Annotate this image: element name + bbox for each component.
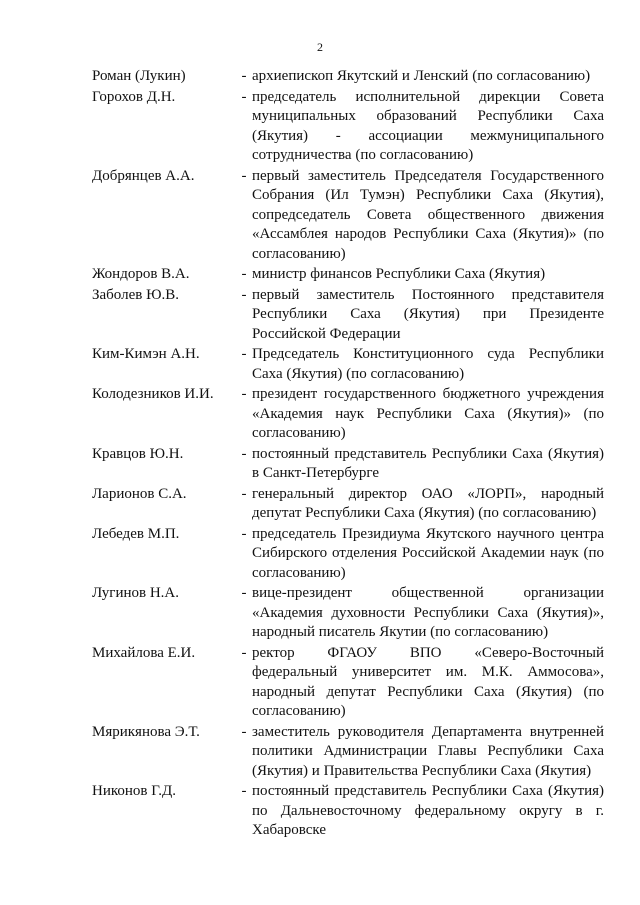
member-name: Добрянцев А.А. bbox=[92, 167, 195, 184]
dash-separator: - bbox=[241, 286, 247, 303]
list-item bbox=[92, 286, 604, 345]
member-name: Никонов Г.Д. bbox=[92, 783, 176, 799]
list-item bbox=[92, 385, 604, 444]
list-item bbox=[92, 525, 604, 584]
dash-separator: - bbox=[241, 167, 247, 184]
member-name: Жондоров В.А. bbox=[92, 266, 190, 282]
dash-separator: - bbox=[241, 68, 247, 84]
dash-separator: - bbox=[241, 346, 247, 362]
member-role: заместитель руководителя Департамента внутренней политики Администрации Главы Республики Саха (Якутия) и Правительства Республики Саха (Якутия) bbox=[252, 723, 604, 779]
member-name: Кравцов Ю.Н. bbox=[92, 445, 184, 462]
list-item bbox=[92, 485, 604, 524]
member-role: министр финансов Республики Саха (Якутия) bbox=[252, 266, 546, 282]
list-item bbox=[92, 167, 604, 265]
member-role: первый заместитель Председателя Государственного Собрания (Ил Тумэн) Республики Саха (Якутия), сопредседатель Совета общественного движения «Ассамблея народов Республики Саха (Якутия)» (по согласованию) bbox=[252, 167, 604, 262]
page-number: 2 bbox=[317, 40, 323, 54]
member-name: Ким-Кимэн А.Н. bbox=[92, 346, 200, 362]
dash-separator: - bbox=[241, 266, 247, 282]
list-item bbox=[92, 445, 604, 484]
dash-separator: - bbox=[241, 783, 247, 799]
list-item bbox=[92, 88, 604, 166]
member-name: Колодезников И.И. bbox=[92, 386, 214, 402]
list-item bbox=[92, 782, 604, 841]
dash-separator: - bbox=[241, 723, 247, 740]
dash-separator: - bbox=[241, 485, 247, 502]
dash-separator: - bbox=[241, 644, 247, 661]
member-name: Горохов Д.Н. bbox=[92, 88, 176, 105]
dash-separator: - bbox=[241, 386, 247, 402]
list-item bbox=[92, 345, 604, 384]
member-role: архиепископ Якутский и Ленский (по согласованию) bbox=[252, 68, 591, 84]
list-item bbox=[92, 67, 604, 87]
member-role: вице-президент общественной организации «Академия духовности Республики Саха (Якутия)», народный писатель Якутии (по согласованию) bbox=[252, 585, 604, 640]
member-role: первый заместитель Постоянного представителя Республики Саха (Якутия) при Президенте Российской Федерации bbox=[252, 286, 604, 342]
dash-separator: - bbox=[241, 525, 247, 542]
dash-separator: - bbox=[241, 585, 247, 601]
member-list bbox=[92, 67, 604, 841]
member-name: Заболев Ю.В. bbox=[92, 286, 180, 303]
member-name: Михайлова Е.И. bbox=[92, 644, 196, 661]
member-role: президент государственного бюджетного учреждения «Академия наук Республики Саха (Якутия)» (по согласованию) bbox=[252, 386, 604, 441]
member-role: ректор ФГАОУ ВПО «Северо-Восточный федеральный университет им. М.К. Аммосова», народный депутат Республики Саха (Якутия) (по согласованию) bbox=[252, 644, 604, 719]
member-role: постоянный представитель Республики Саха (Якутия) по Дальневосточному федеральному округу в г. Хабаровске bbox=[252, 783, 604, 838]
member-name: Лугинов Н.А. bbox=[92, 585, 180, 601]
list-item bbox=[92, 265, 604, 285]
member-name: Роман (Лукин) bbox=[92, 68, 186, 84]
member-role: постоянный представитель Республики Саха (Якутия) в Санкт-Петербурге bbox=[252, 445, 604, 481]
member-role: председатель Президиума Якутского научного центра Сибирского отделения Российской Академии наук (по согласованию) bbox=[252, 525, 604, 581]
member-name: Мярикянова Э.Т. bbox=[92, 723, 200, 740]
member-role: Председатель Конституционного суда Республики Саха (Якутия) (по согласованию) bbox=[252, 346, 604, 382]
member-name: Ларионов С.А. bbox=[92, 485, 187, 502]
list-item bbox=[92, 723, 604, 782]
list-item bbox=[92, 644, 604, 722]
member-role: генеральный директор ОАО «ЛОРП», народный депутат Республики Саха (Якутия) (по согласованию) bbox=[252, 485, 604, 521]
list-item bbox=[92, 584, 604, 643]
member-name: Лебедев М.П. bbox=[92, 525, 180, 542]
member-role: председатель исполнительной дирекции Совета муниципальных образований Республики Саха (Якутия) - ассоциации межмуниципального сотрудничества (по согласованию) bbox=[252, 88, 604, 163]
dash-separator: - bbox=[241, 88, 247, 105]
dash-separator: - bbox=[241, 445, 247, 462]
